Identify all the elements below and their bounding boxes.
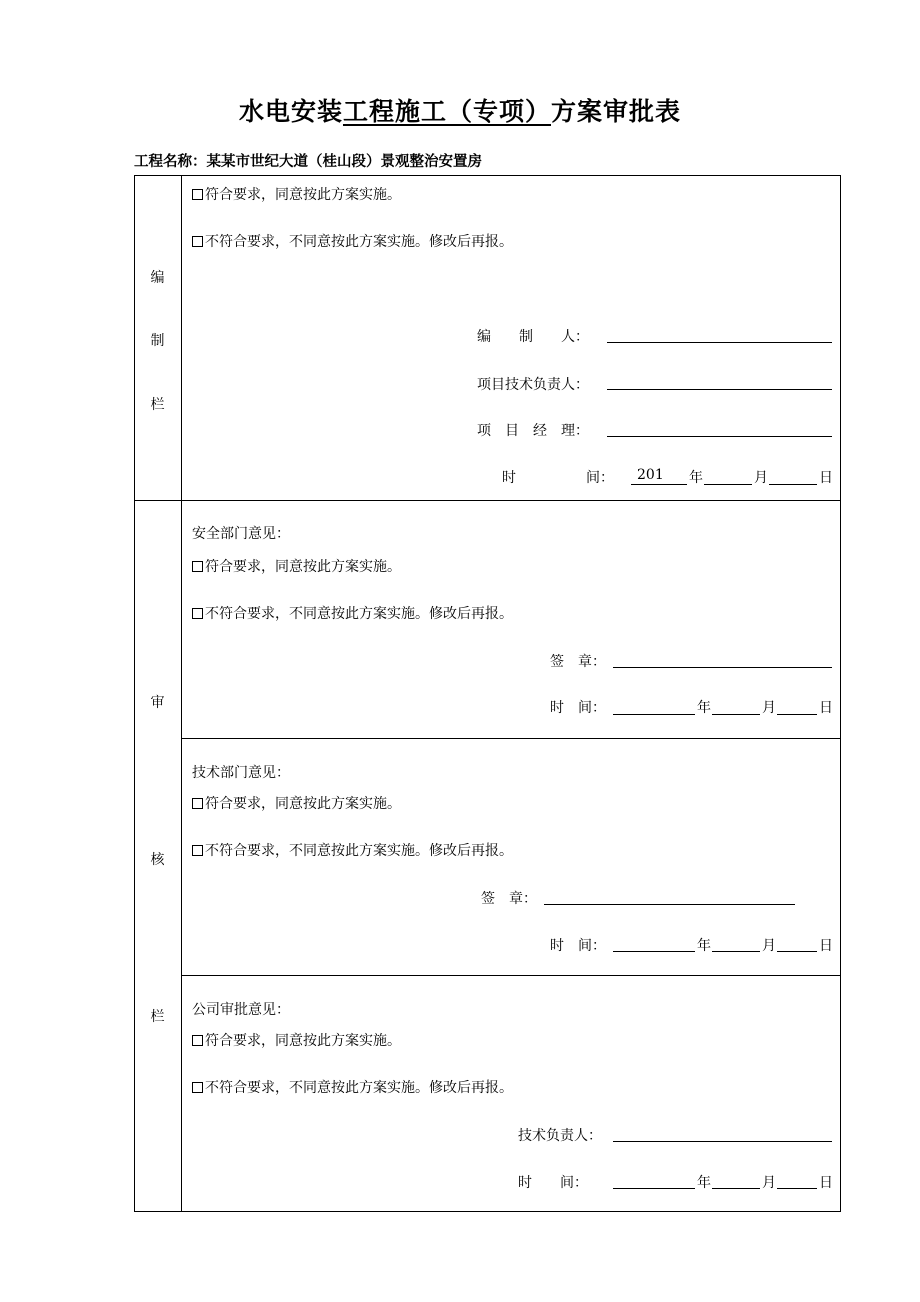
compile-year-line[interactable]: [631, 484, 687, 485]
company-day-label: 日: [819, 1175, 833, 1191]
company-year-line[interactable]: [613, 1188, 695, 1189]
tech-lead-signature-line[interactable]: [607, 389, 832, 390]
checkbox-icon[interactable]: [192, 236, 203, 247]
manager-signature-line[interactable]: [607, 436, 832, 437]
side-label-review-2: 核: [150, 852, 165, 868]
company-heading: 公司审批意见：: [192, 1002, 290, 1018]
side-label-compile-1: 编: [150, 270, 165, 286]
compile-option-agree: 符合要求，同意按此方案实施。: [192, 184, 401, 204]
tech-option-agree: 符合要求，同意按此方案实施。: [192, 793, 401, 813]
side-column-divider: [181, 175, 182, 1212]
safety-month-label: 月: [762, 700, 776, 716]
company-sign-line[interactable]: [613, 1141, 832, 1142]
compile-day-label: 日: [819, 470, 833, 486]
tech-day-line[interactable]: [777, 951, 817, 952]
safety-option-disagree: 不符合要求，不同意按此方案实施。修改后再报。: [192, 603, 513, 623]
safety-sign-line[interactable]: [613, 667, 832, 668]
document-title: [0, 92, 920, 128]
row-divider-tech: [181, 738, 841, 739]
safety-year-line[interactable]: [613, 714, 695, 715]
safety-sign-label: 签 章：: [550, 654, 606, 670]
tech-year-label: 年: [697, 938, 711, 954]
tech-sign-line[interactable]: [544, 904, 795, 905]
safety-day-line[interactable]: [777, 714, 817, 715]
tech-day-label: 日: [819, 938, 833, 954]
compile-year-label: 年: [689, 470, 703, 486]
compile-month-line[interactable]: [704, 484, 752, 485]
title-underlined: 工程施工（专项）: [342, 97, 551, 126]
checkbox-icon[interactable]: [192, 1082, 203, 1093]
safety-day-label: 日: [819, 700, 833, 716]
safety-option-agree: 符合要求，同意按此方案实施。: [192, 556, 401, 576]
safety-date-label: 时 间：: [550, 700, 606, 716]
company-year-label: 年: [697, 1175, 711, 1191]
checkbox-icon[interactable]: [192, 608, 203, 619]
safety-month-line[interactable]: [712, 714, 760, 715]
compile-month-label: 月: [754, 470, 768, 486]
company-day-line[interactable]: [777, 1188, 817, 1189]
company-sign-label: 技术负责人：: [518, 1128, 602, 1144]
checkbox-icon[interactable]: [192, 189, 203, 200]
section-divider: [134, 500, 841, 501]
title-prefix: 水电安装: [238, 97, 343, 126]
side-label-compile-3: 栏: [150, 397, 165, 413]
compile-date-label: 时 间：: [502, 470, 614, 486]
compiler-signature-line[interactable]: [607, 342, 832, 343]
project-name: 工程名称：某某市世纪大道（桂山段）景观整治安置房: [134, 154, 482, 170]
checkbox-icon[interactable]: [192, 1035, 203, 1046]
manager-label: 项 目 经 理：: [477, 423, 589, 439]
tech-sign-label: 签 章：: [481, 891, 537, 907]
company-option-agree: 符合要求，同意按此方案实施。: [192, 1030, 401, 1050]
title-suffix: 方案审批表: [551, 97, 682, 126]
safety-heading: 安全部门意见：: [192, 526, 290, 542]
company-month-line[interactable]: [712, 1188, 760, 1189]
tech-date-label: 时 间：: [550, 938, 606, 954]
tech-year-line[interactable]: [613, 951, 695, 952]
company-option-disagree: 不符合要求，不同意按此方案实施。修改后再报。: [192, 1077, 513, 1097]
compiler-label: 编 制 人：: [477, 329, 589, 345]
compile-year-prefix: 201: [637, 467, 664, 483]
compile-day-line[interactable]: [769, 484, 817, 485]
tech-heading: 技术部门意见：: [192, 765, 290, 781]
compile-option-disagree: 不符合要求，不同意按此方案实施。修改后再报。: [192, 231, 513, 251]
side-label-review-1: 审: [150, 695, 165, 711]
company-month-label: 月: [762, 1175, 776, 1191]
checkbox-icon[interactable]: [192, 561, 203, 572]
checkbox-icon[interactable]: [192, 845, 203, 856]
safety-year-label: 年: [697, 700, 711, 716]
tech-lead-label: 项目技术负责人：: [477, 377, 589, 393]
tech-option-disagree: 不符合要求，不同意按此方案实施。修改后再报。: [192, 840, 513, 860]
checkbox-icon[interactable]: [192, 798, 203, 809]
company-date-label: 时 间：: [518, 1175, 588, 1191]
row-divider-company: [181, 975, 841, 976]
tech-month-line[interactable]: [712, 951, 760, 952]
side-label-compile-2: 制: [150, 333, 165, 349]
tech-month-label: 月: [762, 938, 776, 954]
side-label-review-3: 栏: [150, 1009, 165, 1025]
